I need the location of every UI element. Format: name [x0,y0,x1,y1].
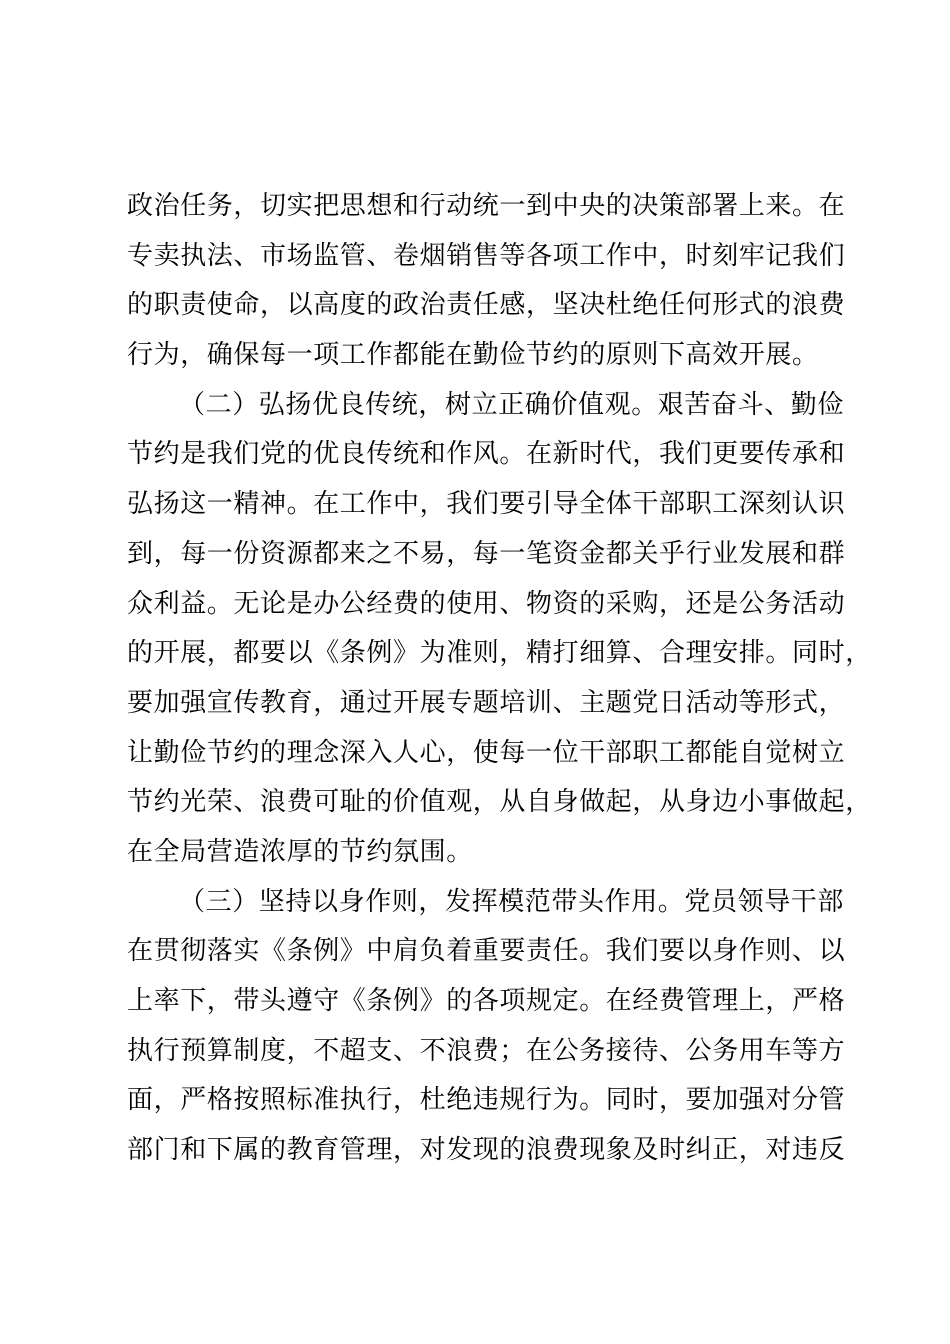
text-line: 上率下，带头遵守《条例》的各项规定。在经费管理上，严格 [127,986,846,1016]
text-line: 行为，确保每一项工作都能在勤俭节约的原则下高效开展。 [127,340,819,371]
text-line: 部门和下属的教育管理，对发现的浪费现象及时纠正，对违反 [127,1135,846,1166]
text-line: 的开展，都要以《条例》为准则，精打细算、合理安排。同时， [127,638,872,669]
text-line: 执行预算制度，不超支、不浪费；在公务接待、公务用车等方 [127,1035,846,1066]
paragraph-heading-2: （二）弘扬优良传统，树立正确价值观。艰苦奋斗、勤俭 [179,389,845,420]
paragraph-heading-3: （三）坚持以身作则，发挥模范带头作用。党员领导干部 [179,886,845,917]
text-line: 让勤俭节约的理念深入人心，使每一位干部职工都能自觉树立 [127,737,846,768]
text-line: 专卖执法、市场监管、卷烟销售等各项工作中，时刻牢记我们 [127,240,846,271]
text-line: 节约光荣、浪费可耻的价值观，从自身做起，从身边小事做起， [127,787,872,818]
text-line: 弘扬这一精神。在工作中，我们要引导全体干部职工深刻认识 [127,489,846,520]
text-line: 面，严格按照标准执行，杜绝违规行为。同时，要加强对分管 [127,1085,846,1116]
text-line: 在贯彻落实《条例》中肩负着重要责任。我们要以身作则、以 [127,936,846,967]
body-text [127,182,872,1176]
text-line: 在全局营造浓厚的节约氛围。 [127,836,473,867]
text-line: 众利益。无论是办公经费的使用、物资的采购，还是公务活动 [127,588,846,619]
text-line: 节约是我们党的优良传统和作风。在新时代，我们更要传承和 [127,439,846,470]
text-line: 要加强宣传教育，通过开展专题培训、主题党日活动等形式， [127,687,846,718]
text-line: 到，每一份资源都来之不易，每一笔资金都关乎行业发展和群 [127,538,846,569]
text-line: 政治任务，切实把思想和行动统一到中央的决策部署上来。在 [127,191,846,221]
text-line: 的职责使命，以高度的政治责任感，坚决杜绝任何形式的浪费 [127,290,846,321]
